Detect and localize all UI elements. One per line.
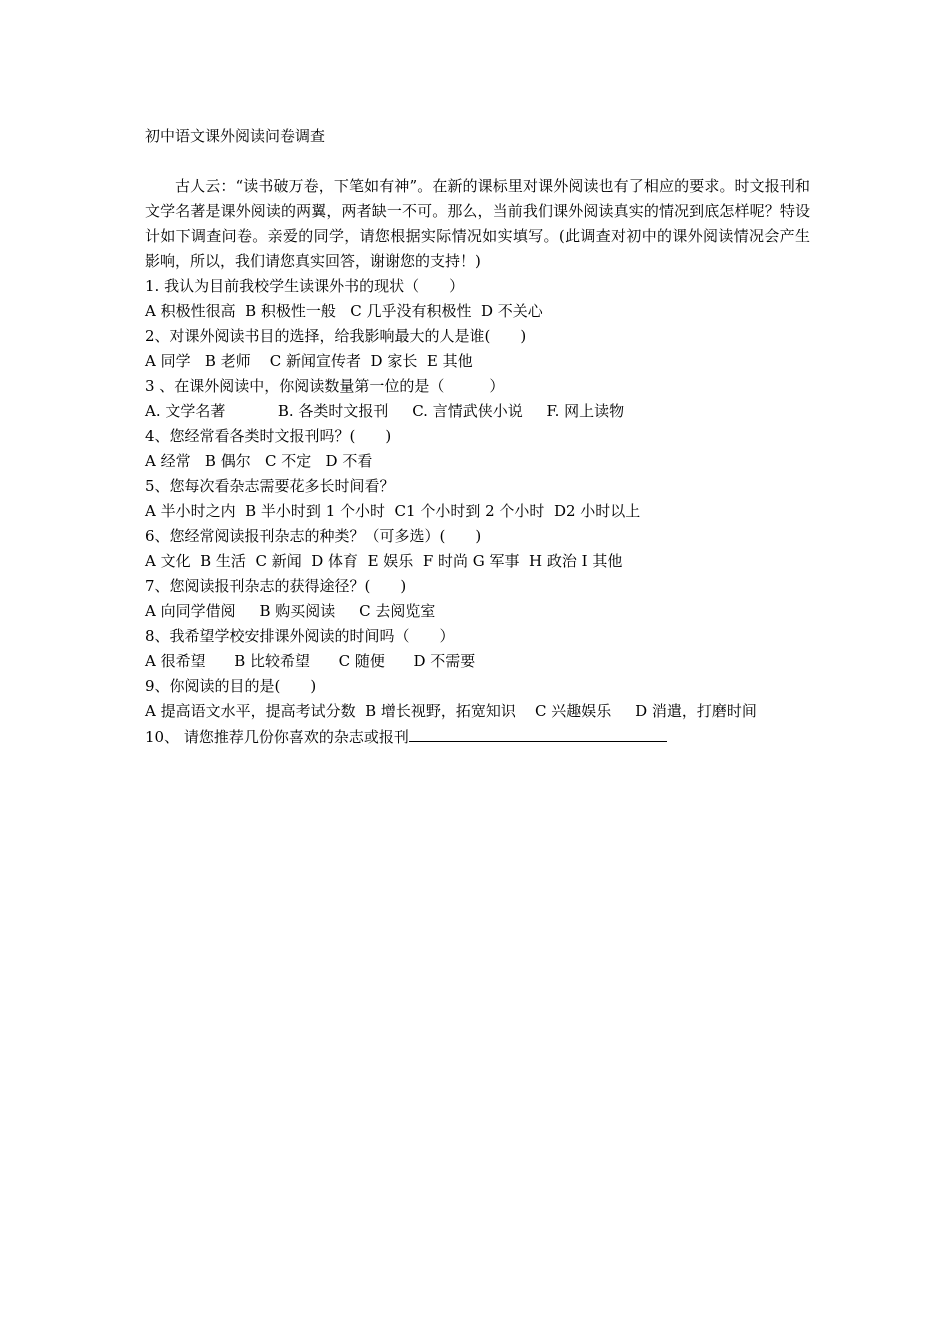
question-text: 1. 我认为目前我校学生读课外书的现状（ ）	[145, 277, 465, 295]
question-10	[145, 724, 810, 749]
question-text: 9、你阅读的目的是( )	[145, 677, 317, 695]
answer-options: A 同学 B 老师 C 新闻宣传者 D 家长 E 其他	[145, 352, 473, 370]
answer-options: A 经常 B 偶尔 C 不定 D 不看	[145, 452, 373, 470]
question-text: 5、您每次看杂志需要花多长时间看？	[145, 477, 395, 495]
answer-options: A 文化 B 生活 C 新闻 D 体育 E 娱乐 F 时尚 G 军事 H 政治 I 其他	[145, 552, 623, 570]
question-text: 8、我希望学校安排课外阅读的时间吗（ ）	[145, 627, 455, 645]
question-9	[145, 674, 810, 724]
question-5	[145, 474, 810, 524]
answer-blank-line[interactable]	[409, 724, 667, 742]
answer-options: A 提高语文水平，提高考试分数 B 增长视野，拓宽知识 C 兴趣娱乐 D 消遣，打磨时间	[145, 702, 757, 720]
question-6	[145, 524, 810, 574]
question-text: 6、您经常阅读报刊杂志的种类？（可多选）( )	[145, 527, 482, 545]
question-text: 3 、在课外阅读中，你阅读数量第一位的是（ ）	[145, 377, 505, 395]
intro-paragraph: 古人云：“读书破万卷，下笔如有神”。在新的课标里对课外阅读也有了相应的要求。时文报刊和文学名著是课外阅读的两翼，两者缺一不可。那么，当前我们课外阅读真实的情况到底怎样呢？特设计如下调查问卷。亲爱的同学，请您根据实际情况如实填写。(此调查对初中的课外阅读情况会产生影响，所以，我们请您真实回答，谢谢您的支持！)	[145, 177, 810, 270]
question-1	[145, 274, 810, 324]
document-title: 初中语文课外阅读问卷调查	[145, 127, 326, 145]
answer-options: A 半小时之内 B 半小时到 1 个小时 C1 个小时到 2 个小时 D2 小时以上	[145, 502, 641, 520]
question-7	[145, 574, 810, 624]
question-4	[145, 424, 810, 474]
question-text: 2、对课外阅读书目的选择，给我影响最大的人是谁( )	[145, 327, 527, 345]
question-text: 10、 请您推荐几份你喜欢的杂志或报刊	[145, 728, 409, 746]
answer-options: A 积极性很高 B 积极性一般 C 几乎没有积极性 D 不关心	[145, 302, 543, 320]
question-text: 7、您阅读报刊杂志的获得途径？( )	[145, 577, 407, 595]
answer-options: A 很希望 B 比较希望 C 随便 D 不需要	[145, 652, 476, 670]
question-text: 4、您经常看各类时文报刊吗？( )	[145, 427, 392, 445]
question-2	[145, 324, 810, 374]
question-8	[145, 624, 810, 674]
questionnaire-page	[145, 124, 810, 749]
question-3	[145, 374, 810, 424]
answer-options: A. 文学名著 B. 各类时文报刊 C. 言情武侠小说 F. 网上读物	[145, 402, 625, 420]
answer-options: A 向同学借阅 B 购买阅读 C 去阅览室	[145, 602, 436, 620]
